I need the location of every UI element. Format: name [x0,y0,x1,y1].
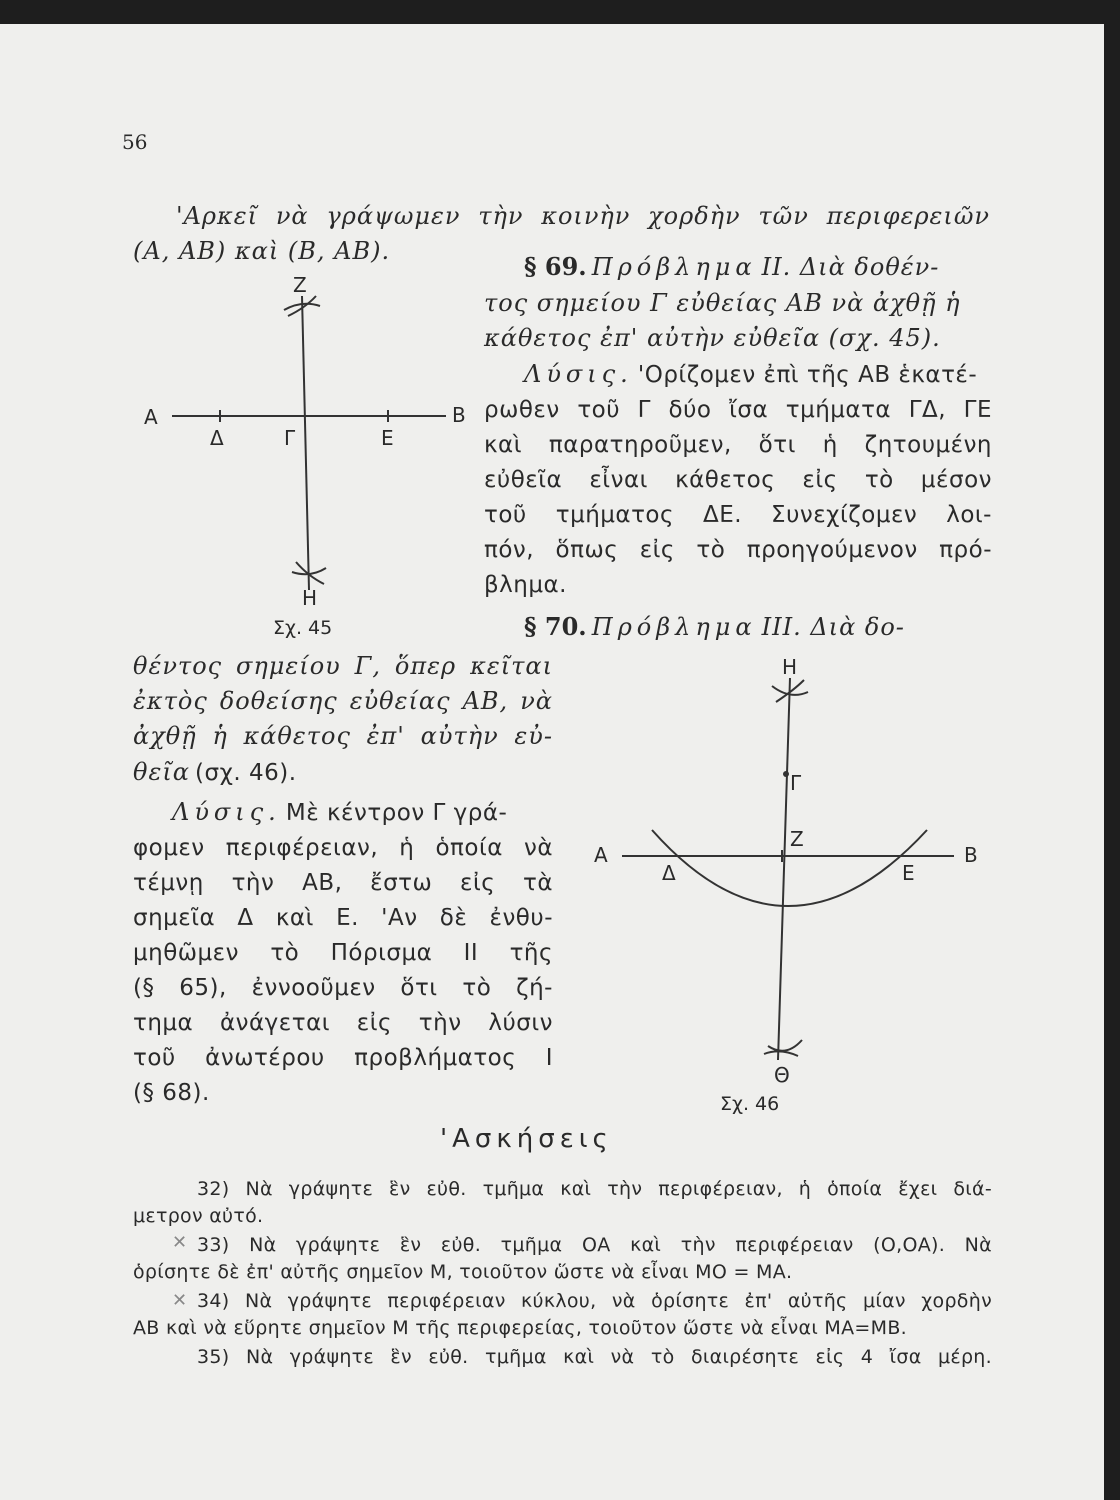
figure-45-caption: Σχ. 45 [273,617,333,639]
point-g [783,771,789,777]
exercise-34: 34) Νὰ γράψητε περιφέρειαν κύκλου, νὰ ὁρίσητε ἐπ' αὐτῆς μίαν χορδὴν [197,1290,992,1312]
section-70-label: Πρόβλημα [591,613,757,641]
intro-line-1: 'Αρκεῖ νὰ γράψωμεν τὴν κοινὴν χορδὴν τῶν περιφερειῶν [176,202,990,230]
arc-mark-bottom [764,1051,798,1056]
section-69-line-3: κάθετος ἐπ' αὐτὴν εὐθεῖα (σχ. 45). [484,324,941,352]
perpendicular-line [778,678,790,1060]
section-69-line: τοῦ τμήματος ΔΕ. Συνεχίζομεν λοι- [484,502,992,528]
section-69-line: εὐθεῖα εἶναι κάθετος εἰς τὸ μέσον [484,467,992,493]
section-69-line-2: τος σημείου Γ εὐθείας ΑΒ νὰ ἀχθῇ ἡ [484,289,961,317]
exercise-34-cont: ΑΒ καὶ νὰ εὕρητε σημεῖον Μ τῆς περιφερείας, τοιοῦτον ὥστε νὰ εἶναι ΜΑ=ΜΒ. [133,1317,908,1339]
label-b: B [964,843,978,867]
section-70-figure-ref: (σχ. 46). [195,760,297,786]
section-69-solution [524,359,992,392]
label-e: E [902,861,915,885]
section-70-solution [172,797,553,830]
exercise-33: 33) Νὰ γράψητε ἓν εὐθ. τμῆμα ΟΑ καὶ τὴν περιφέρειαν (Ο,ΟΑ). Νὰ [197,1234,992,1256]
figure-46-caption: Σχ. 46 [720,1093,780,1115]
section-69-solution-label: Λύσις. [524,360,633,388]
label-a: A [594,843,608,867]
exercise-35: 35) Νὰ γράψητε ἓν εὐθ. τμῆμα καὶ νὰ τὸ διαιρέσητε εἰς 4 ἴσα μέρη. [197,1346,992,1368]
exercise-33-cont: ὁρίσητε δὲ ἐπ' αὐτῆς σημεῖον Μ, τοιοῦτον ὥστε νὰ εἶναι ΜΟ = ΜΑ. [133,1261,793,1283]
label-e: E [381,426,394,450]
section-70-line: τημα ἀνάγεται εἰς τὴν λύσιν [133,1010,553,1036]
section-70-number: § 70. [524,612,587,641]
section-70-line: (§ 65), ἐννοοῦμεν ὅτι τὸ ζή- [133,975,553,1001]
figure-45 [130,272,470,642]
section-70-head-line: θέντος σημείου Γ, ὅπερ κεῖται [133,652,553,680]
label-z: Z [293,273,307,297]
pencil-mark-icon: ✕ [172,1232,188,1253]
section-70-title-rest: III. Διὰ δο- [761,613,905,641]
book-page [0,24,1104,1500]
figure-46 [582,650,1002,1120]
section-70-line: μηθῶμεν τὸ Πόρισμα II τῆς [133,940,553,966]
section-70-solution-label: Λύσις. [172,798,281,826]
exercises-heading: 'Ασκήσεις [440,1124,613,1154]
section-69-title [524,252,939,281]
exercise-32: 32) Νὰ γράψητε ἓν εὐθ. τμῆμα καὶ τὴν περιφέρειαν, ἡ ὁποία ἔχει διά- [197,1178,992,1200]
page-number: 56 [122,130,148,154]
section-69-line: καὶ παρατηροῦμεν, ὅτι ἡ ζητουμένη [484,432,992,458]
label-h: H [782,655,798,679]
section-69-line: 'Ορίζομεν ἐπὶ τῆς ΑΒ ἑκατέ- [637,362,978,388]
label-d: Δ [662,861,676,885]
section-70-line: σημεῖα Δ καὶ Ε. 'Αν δὲ ἐνθυ- [133,905,553,931]
section-70-title [524,612,905,641]
section-69-line: ρωθεν τοῦ Γ δύο ἴσα τμήματα ΓΔ, ΓΕ [484,397,992,423]
section-70-head-line: ἐκτὸς δοθείσης εὐθείας ΑΒ, νὰ [133,687,553,715]
section-69-number: § 69. [524,252,587,281]
section-70-head-last [133,757,297,790]
section-69-line: βλημα. [484,572,567,598]
section-70-line: τέμνῃ τὴν ΑΒ, ἔστω εἰς τὰ [133,870,553,896]
section-69-title-rest: II. Διὰ δοθέν- [761,253,940,281]
arc-mark-bottom-2 [768,1040,802,1051]
section-69-label: Πρόβλημα [591,253,757,281]
label-h: H [302,586,318,610]
exercise-32-cont: μετρον αὐτό. [133,1205,264,1227]
pencil-mark-icon: ✕ [172,1290,188,1311]
label-b: B [452,403,466,427]
section-70-last-line: (§ 68). [133,1080,210,1106]
section-70-head-word: θεῖα [133,758,190,786]
section-70-solution-first: Μὲ κέντρον Γ γρά- [285,800,508,826]
section-70-line: φομεν περιφέρειαν, ἡ ὁποία νὰ [133,835,553,861]
label-d: Δ [210,426,224,450]
label-g: Γ [284,426,296,450]
label-theta: Θ [774,1063,790,1087]
section-70-line: τοῦ ἀνωτέρου προβλήματος I [133,1045,553,1071]
intro-line-2: (Α, ΑΒ) καὶ (Β, ΑΒ). [133,237,391,265]
section-69-line: πόν, ὅπως εἰς τὸ προηγούμενον πρό- [484,537,992,563]
label-a: A [144,405,158,429]
section-70-head-line: ἀχθῇ ἡ κάθετος ἐπ' αὐτὴν εὐ- [133,722,553,750]
perpendicular-line [302,296,309,590]
label-z: Z [790,827,804,851]
label-g: Γ [790,771,802,795]
